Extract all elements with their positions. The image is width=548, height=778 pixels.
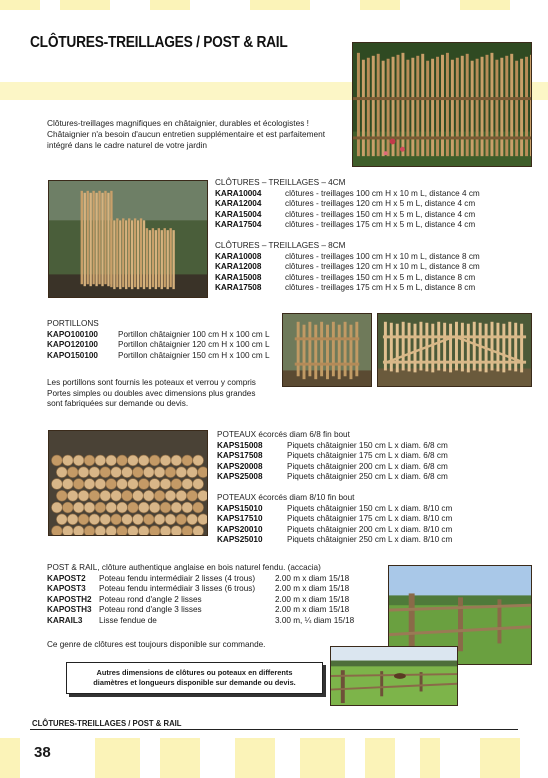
product-row: KAPS15010 Piquets châtaignier 150 cm L x diam. 8/10 cm [217, 503, 453, 513]
section-heading: POTEAUX écorcés diam 8/10 fin bout [217, 493, 355, 502]
double-gate-photo [377, 313, 532, 387]
product-row: KAPS17510 Piquets châtaignier 175 cm L x diam. 8/10 cm [217, 514, 453, 524]
poteaux-8-10-section [217, 493, 452, 546]
product-row: KAPOSTH3 Poteau rond d'angle 3 lisses 2.00 m x diam 15/18 [47, 605, 350, 615]
product-row: KARA12004 clôtures - treillages 120 cm H x 5 m L, distance 4 cm [215, 199, 476, 209]
post-rail-pasture-photo [330, 646, 458, 706]
product-row: KAPS25010 Piquets châtaignier 250 cm L x diam. 8/10 cm [217, 535, 453, 545]
product-row: KAPOST2 Poteau fendu intermédiair 2 lisses (4 trous) 2.00 m x diam 15/18 [47, 573, 350, 583]
product-row: KARA15008 clôtures - treillages 150 cm H x 5 m L, distance 8 cm [215, 272, 476, 282]
top-stripe-decoration [0, 0, 548, 12]
footer-section-label: CLÔTURES-TREILLAGES / POST & RAIL [32, 718, 182, 728]
product-row: KARA17504 clôtures - treillages 175 cm H x 5 m L, distance 4 cm [215, 220, 476, 230]
rolled-fence-photo [48, 180, 208, 298]
product-row: KAPOST3 Poteau fendu intermédiair 3 lisses (6 trous) 2.00 m x diam 15/18 [47, 584, 350, 594]
poteaux-6-8-section [217, 430, 448, 483]
treillages-8cm-section [215, 241, 480, 294]
product-row: KAPO120100 Portillon châtaignier 120 cm H x 100 cm L [47, 340, 270, 350]
section-heading: CLÔTURES – TREILLAGES – 8CM [215, 241, 346, 250]
product-row: KAPS25008 Piquets châtaignier 250 cm L x diam. 6/8 cm [217, 472, 448, 482]
section-heading: POTEAUX écorcés diam 6/8 fin bout [217, 430, 350, 439]
portillons-section [47, 319, 270, 361]
product-row: KAPS20010 Piquets châtaignier 200 cm L x diam. 8/10 cm [217, 524, 453, 534]
garden-fence-photo [352, 42, 532, 167]
post-rail-note: Ce genre de clôtures est toujours disponible sur commande. [47, 640, 266, 649]
stacked-posts-photo [48, 430, 208, 536]
product-row: KARA10004 clôtures - treillages 100 cm H x 10 m L, distance 4 cm [215, 188, 480, 198]
footer-divider [30, 729, 518, 730]
product-row: KAPS15008 Piquets châtaignier 150 cm L x diam. 6/8 cm [217, 440, 448, 450]
info-box: Autres dimensions de clôtures ou poteaux en differents diamètres et longueurs disponible sur demande ou devis. [66, 662, 323, 694]
treillages-4cm-section [215, 178, 480, 231]
page-number: 38 [34, 744, 51, 761]
product-row: KAPS17508 Piquets châtaignier 175 cm L x diam. 6/8 cm [217, 451, 448, 461]
product-row: KARA15004 clôtures - treillages 150 cm H x 5 m L, distance 4 cm [215, 209, 476, 219]
product-row: KAPS20008 Piquets châtaignier 200 cm L x diam. 6/8 cm [217, 461, 448, 471]
product-row: KARAIL3 Lisse fendue de 3.00 m, ¼ diam 15/18 [47, 615, 355, 625]
product-row: KARA12008 clôtures - treillages 120 cm H x 10 m L, distance 8 cm [215, 262, 480, 272]
section-heading: PORTILLONS [47, 319, 99, 328]
page-title: CLÔTURES-TREILLAGES / POST & RAIL [30, 34, 288, 51]
gate-photo [282, 313, 372, 387]
section-heading: CLÔTURES – TREILLAGES – 4CM [215, 178, 346, 187]
portillons-note: Les portillons sont fournis les poteaux et verrou y compris Portes simples ou doubles avec dimensions plus grandes sont fabriquées sur demande ou devis. [47, 378, 256, 409]
product-row: KAPO100100 Portillon châtaignier 100 cm H x 100 cm L [47, 329, 270, 339]
bottom-stripe-decoration [0, 738, 548, 778]
product-row: KAPOSTH2 Poteau rond d'angle 2 lisses 2.00 m x diam 15/18 [47, 594, 350, 604]
post-rail-section [47, 563, 354, 627]
intro-text: Clôtures-treillages magnifiques en châtaignier, durables et écologistes ! Châtaignier n'a besoin d'aucun entretien supplémentaire et est parfaitement intégré dans le cadre naturel de votre jardin [47, 118, 326, 150]
product-row: KARA17508 clôtures - treillages 175 cm H x 5 m L, distance 8 cm [215, 283, 476, 293]
log-ends [51, 455, 207, 535]
product-row: KAPO150100 Portillon châtaignier 150 cm H x 100 cm L [47, 350, 270, 360]
product-row: KARA10008 clôtures - treillages 100 cm H x 10 m L, distance 8 cm [215, 251, 480, 261]
section-heading: POST & RAIL, clôture authentique anglaise en bois naturel fendu. (accacia) [47, 563, 321, 572]
